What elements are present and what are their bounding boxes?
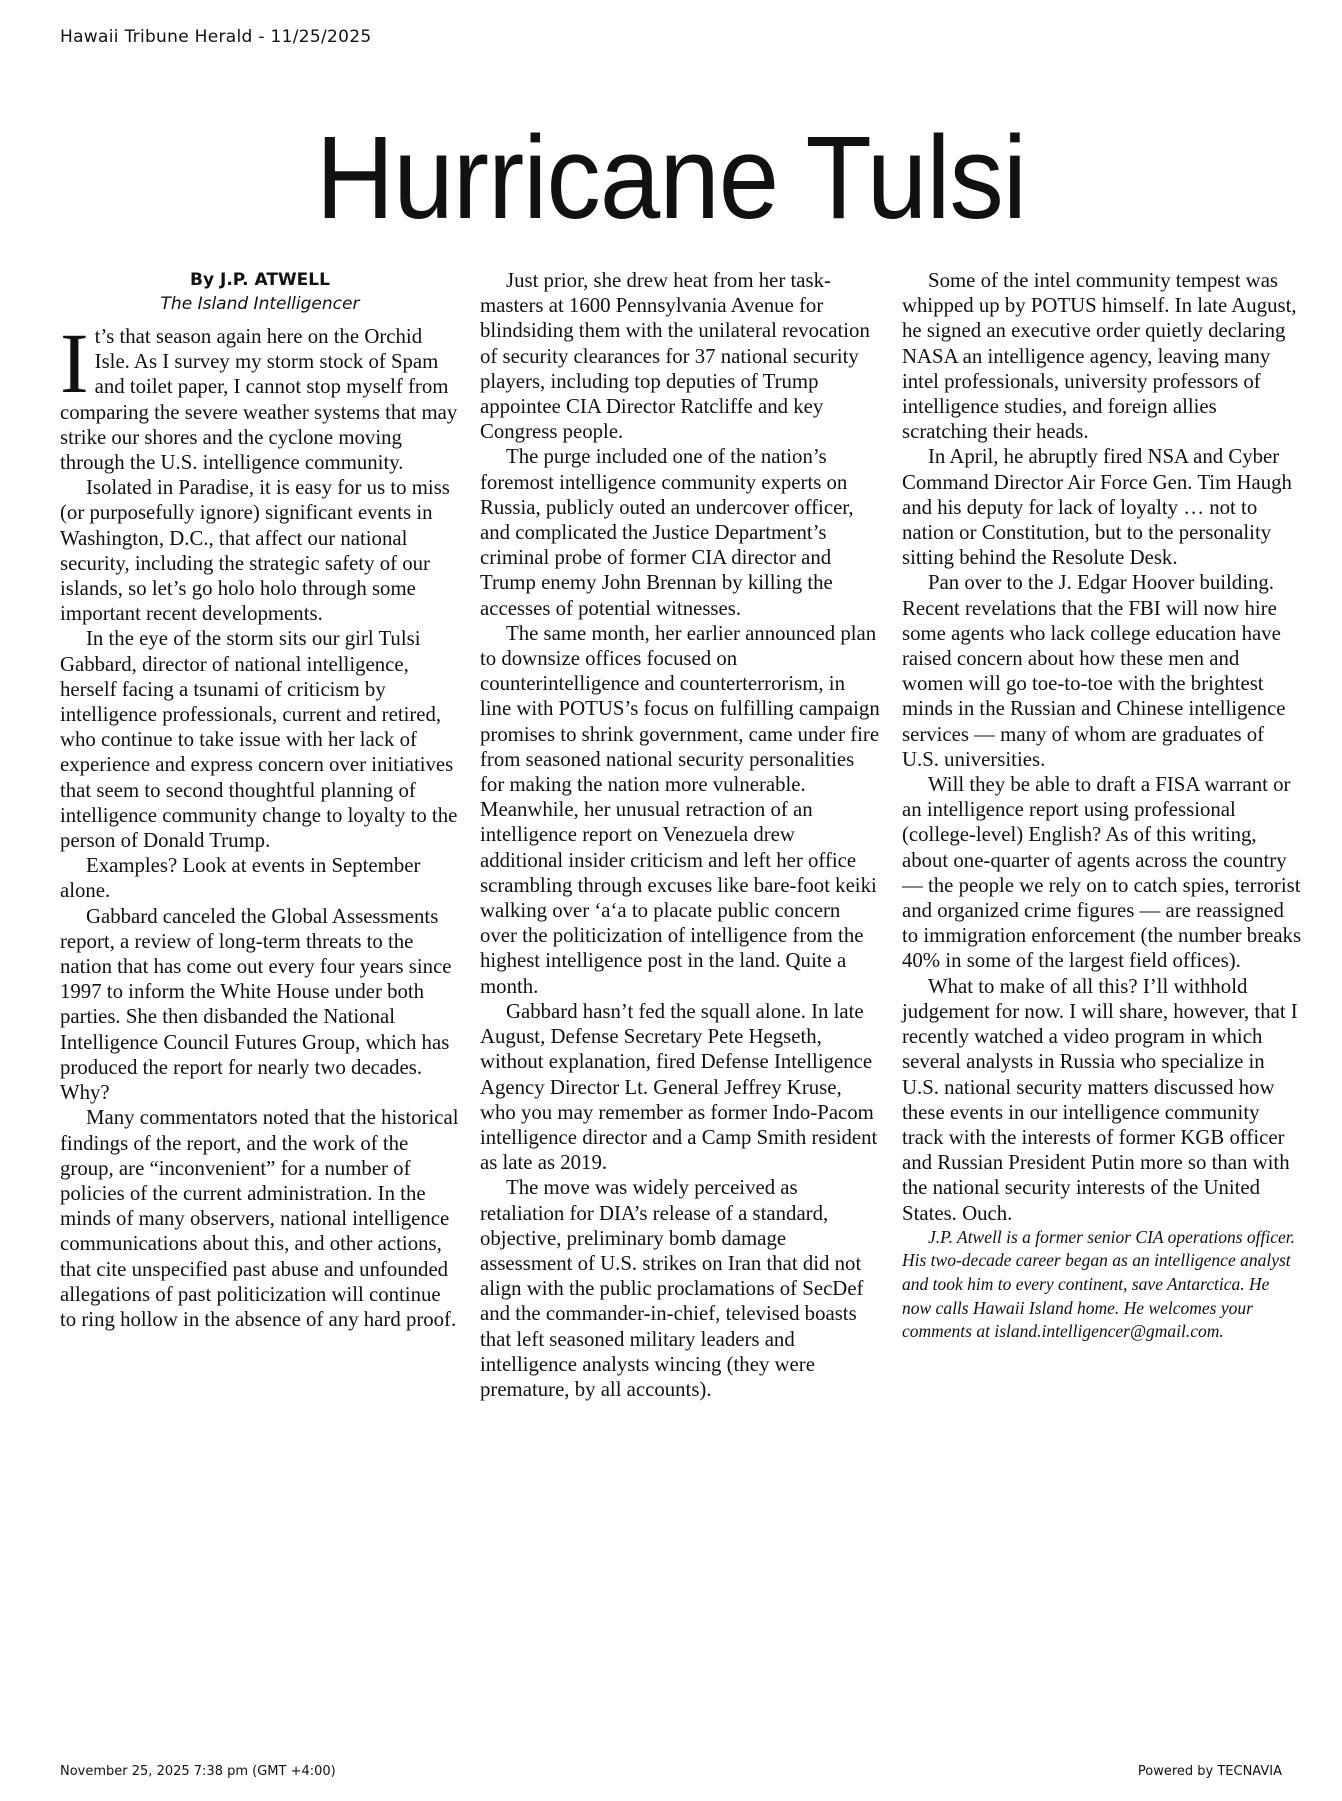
article-column-1 [60,268,460,1332]
article-paragraph: Examples? Look at events in September alone. [60,854,421,903]
author-bio: J.P. Atwell is a former senior CIA operations officer. His two-decade career began as an intelligence analyst and took him to every continent, save Antarctica. He now calls Hawaii Island home. He welcomes your comments at island.intelligencer@gmail.com. [902,1226,1296,1342]
article-paragraph: In the eye of the storm sits our girl Tulsi Gabbard, director of national intelligence, herself facing a tsunami of criticism by intelligence professionals, current and retired, who continue to take issue with her lack of experience and express concern over initiatives that seem to second thoughtful planning of intelligence community change to loyalty to the person of Donald Trump. [60,627,458,853]
footer-timestamp: November 25, 2025 7:38 pm (GMT +4:00) [60,1764,336,1779]
article-paragraph: It’s that season again here on the Orchid Isle. As I survey my storm stock of Spam and toilet paper, I cannot stop myself from comparing the severe weather systems that may strike our shores and the cyclone moving through the U.S. intelligence community. [60,315,458,475]
article-paragraph: Pan over to the J. Edgar Hoover building. Recent revelations that the FBI will now hire some agents who lack college education have raised concern about how these men and women will go toe-to-toe with the brightest minds in the Russian and Chinese intelligence services — many of whom are graduates of U.S. universities. [902,571,1286,771]
footer-powered-by: Powered by TECNAVIA [1137,1764,1282,1779]
drop-cap: I [60,315,89,411]
article-paragraph: The move was widely perceived as retaliation for DIA’s release of a standard, objective, preliminary bomb damage assessment of U.S. strikes on Iran that did not align with the public proclamations of SecDef and the commander-in-chief, televised boasts that left seasoned military leaders and intelligence analysts wincing (they were premature, by all accounts). [480,1176,864,1401]
article-paragraph: The purge included one of the nation’s foremost intelligence community experts on Russia, publicly outed an undercover officer, and complicated the Justice Department’s criminal probe of former CIA director and Trump enemy John Brennan by killing the accesses of potential witnesses. [480,445,854,620]
publication-header: Hawaii Tribune Herald - 11/25/2025 [60,27,372,47]
article-column-2 [480,268,880,1402]
article-paragraph: Gabbard hasn’t fed the squall alone. In late August, Defense Secretary Pete Hegseth, without explanation, fired Defense Intelligence Agency Director Lt. General Jeffrey Kruse, who you may remember as former Indo-Pacom intelligence director and a Camp Smith resident as late as 2019. [480,999,878,1175]
article-paragraph: Many commentators noted that the historical findings of the report, and the work of the group, are “inconvenient” for a number of policies of the current administration. In the minds of many observers, national intelligence communications about this, and other actions, that cite unspecified past abuse and unfounded allegations of past politicization will continue to ring hollow in the absence of any hard proof. [60,1106,459,1331]
article-headline: Hurricane Tulsi [315,112,1027,244]
article-paragraph: What to make of all this? I’ll withhold judgement for now. I will share, however, that I recently watched a video program in which several analysts in Russia who specialize in U.S. national security matters discussed how these events in our intelligence community track with the interests of former KGB officer and Russian President Putin more so than with the national security interests of the United States. Ouch. [902,974,1298,1225]
byline [60,268,460,316]
article-paragraph: The same month, her earlier announced plan to downsize offices focused on counterintelligence and counterterrorism, in line with POTUS’s focus on fulfilling campaign promises to shrink government, came under fire from seasoned national security personalities for making the nation more vulnerable. Meanwhile, her unusual retraction of an intelligence report on Venezuela drew additional insider criticism and left her office scrambling through excuses like bare-foot keiki walking over ‘a‘a to placate public concern over the politicization of intelligence from the highest intelligence post in the land. Quite a month. [480,621,880,998]
article-paragraph: In April, he abruptly fired NSA and Cyber Command Director Air Force Gen. Tim Haugh and his deputy for lack of loyalty … not to nation or Constitution, but to the personality sitting behind the Resolute Desk. [902,445,1292,570]
column-name: The Island Intelligencer [160,294,360,314]
article-paragraph: Gabbard canceled the Global Assessments report, a review of long-term threats to the nation that has come out every four years since 1997 to inform the White House under both parties. She then disbanded the National Intelligence Council Futures Group, which has produced the report for nearly two decades. Why? [60,904,452,1105]
article-paragraph: Will they be able to draft a FISA warrant or an intelligence report using professional (college-level) English? As of this writing, about one-quarter of agents across the country — the people we rely on to catch spies, terrorist and organized crime figures — are reassigned to immigration enforcement (the number breaks 40% in some of the largest field offices). [902,773,1302,973]
article-paragraph: Just prior, she drew heat from her task-masters at 1600 Pennsylvania Avenue for blindsiding them with the unilateral revocation of security clearances for 37 national security players, including top deputies of Trump appointee CIA Director Ratcliffe and key Congress people. [480,269,870,444]
author-name: By J.P. ATWELL [190,270,330,290]
article-column-3 [902,268,1302,1344]
article-paragraph: Isolated in Paradise, it is easy for us to miss (or purposefully ignore) significant events in Washington, D.C., that affect our national security, including the strategic safety of our islands, so let’s go holo holo through some important recent developments. [60,476,450,626]
article-paragraph: Some of the intel community tempest was whipped up by POTUS himself. In late August, he signed an executive order quietly declaring NASA an intelligence agency, leaving many intel professionals, university professors of intelligence studies, and foreign allies scratching their heads. [902,269,1297,444]
